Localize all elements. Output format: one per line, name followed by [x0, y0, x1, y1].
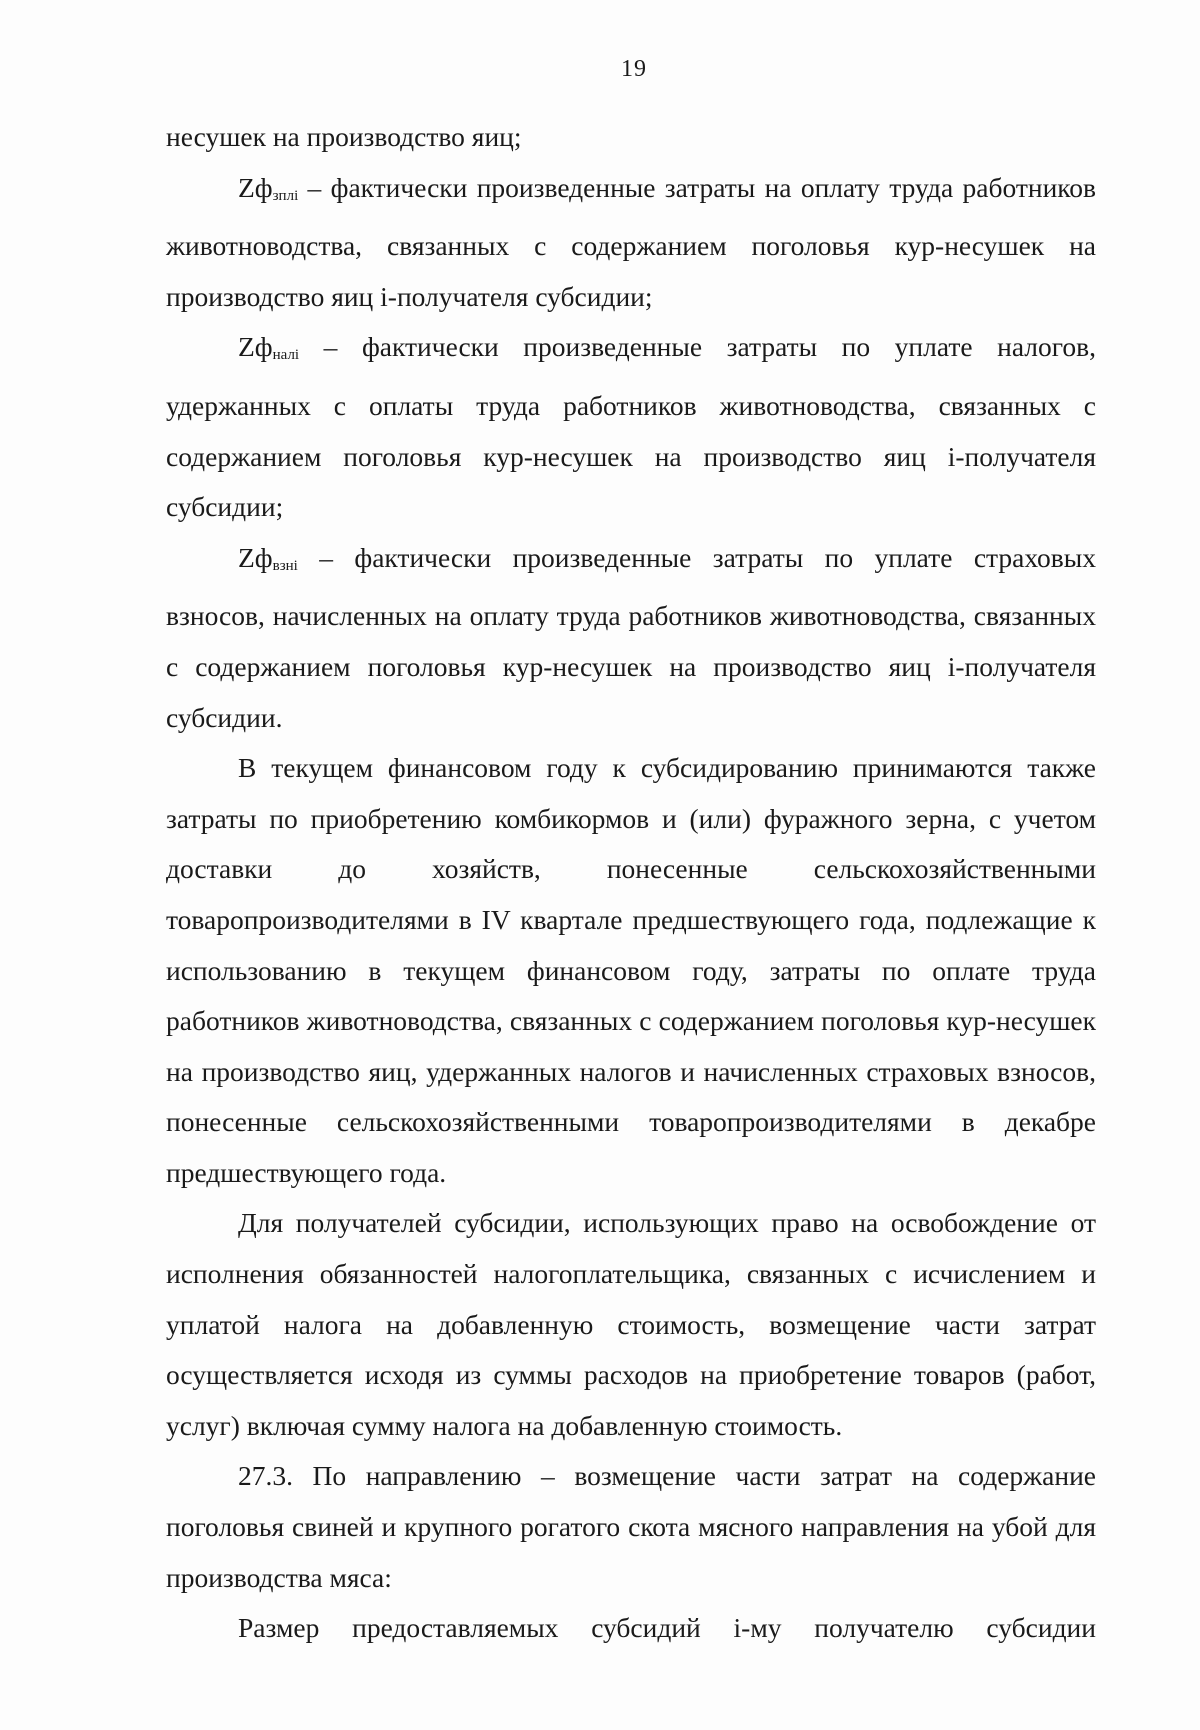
definition-text: – фактически произведенные затраты на оплату труда работников животноводства, связанных с содержанием поголовья кур-несушек на производство яиц i-получателя субсидии;: [166, 171, 1096, 312]
paragraph-subsidy-size: Размер предоставляемых субсидий i-му получателю субсидии: [238, 1612, 1096, 1644]
formula-subscript: взнi: [272, 557, 298, 574]
document-body: [166, 112, 1096, 1654]
formula-symbol: Zф: [238, 541, 273, 573]
paragraph-section-27-3: 27.3. По направлению – возмещение части затрат на содержание поголовья свиней и крупного рогатого скота мясного направления на убой для производства мяса:: [166, 1460, 1096, 1593]
paragraph-vat-exemption: Для получателей субсидии, использующих право на освобождение от исполнения обязанностей налогоплательщика, связанных с исчислением и уплатой налога на добавленную стоимость, возмещение части затрат осуществляется исходя из суммы расходов на приобретение товаров (работ, услуг) включая сумму налога на добавленную стоимость.: [166, 1207, 1096, 1441]
formula-symbol: Zф: [238, 331, 273, 363]
definition-text: – фактически произведенные затраты по уплате страховых взносов, начисленных на оплату труда работников животноводства, связанных с содержанием поголовья кур-несушек на производство яиц i-получателя субсидии.: [166, 541, 1096, 733]
formula-symbol: Zф: [238, 171, 273, 203]
definition-text: – фактически произведенные затраты по уплате налогов, удержанных с оплаты труда работников животноводства, связанных с содержанием поголовья кур-несушек на производство яиц i-получателя субсидии;: [166, 331, 1096, 523]
paragraph-continuation: несушек на производство яиц;: [166, 121, 522, 152]
paragraph-current-year-costs: В текущем финансовом году к субсидированию принимаются также затраты по приобретению комбикормов и (или) фуражного зерна, с учетом доставки до хозяйств, понесенные сельскохозяйственными товаропроизводителями в IV квартале предшествующего года, подлежащие к использованию в текущем финансовом году, затраты по оплате труда работников животноводства, связанных с содержанием поголовья кур-несушек на производство яиц, удержанных налогов и начисленных страховых взносов, понесенные сельскохозяйственными товаропроизводителями в декабре предшествующего года.: [166, 752, 1096, 1188]
page-number: 19: [621, 56, 647, 82]
paragraph-insurance-costs-definition: [166, 533, 1096, 743]
paragraph-tax-costs-definition: [166, 322, 1096, 532]
formula-subscript: зплi: [272, 187, 299, 204]
paragraph-labor-costs-definition: [166, 163, 1096, 323]
formula-subscript: налi: [272, 347, 300, 364]
